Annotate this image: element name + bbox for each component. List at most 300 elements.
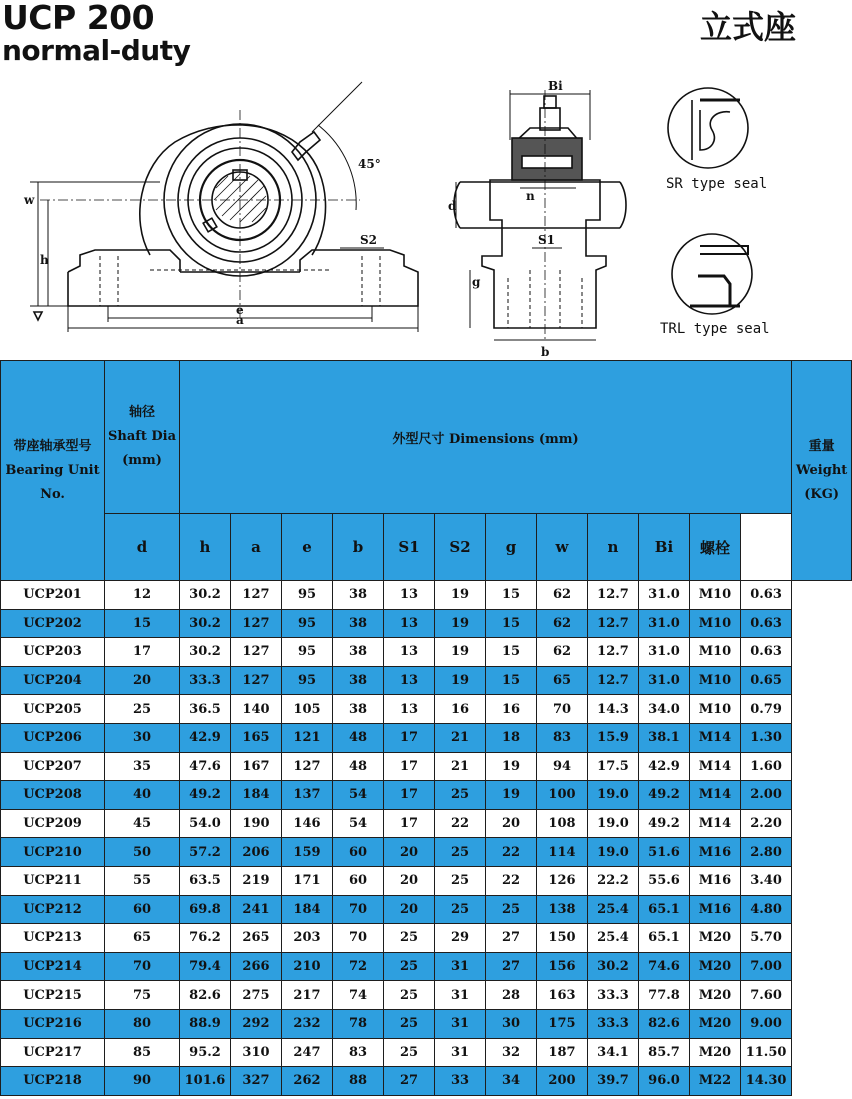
value-cell: 38 xyxy=(333,638,384,667)
value-cell: 19 xyxy=(435,666,486,695)
table-row xyxy=(1,666,852,695)
value-cell: 51.6 xyxy=(639,838,690,867)
value-cell: 127 xyxy=(231,609,282,638)
value-cell: 187 xyxy=(537,1038,588,1067)
value-cell: 262 xyxy=(282,1067,333,1096)
value-cell: 49.2 xyxy=(639,809,690,838)
value-cell: 25 xyxy=(384,1038,435,1067)
value-cell: 184 xyxy=(282,895,333,924)
value-cell: 241 xyxy=(231,895,282,924)
value-cell: M16 xyxy=(690,838,741,867)
dim-d-label: d xyxy=(448,199,457,213)
page-subtitle: normal-duty xyxy=(2,34,191,67)
value-cell: 16 xyxy=(486,695,537,724)
value-cell: 96.0 xyxy=(639,1067,690,1096)
value-cell: 121 xyxy=(282,723,333,752)
value-cell: 17 xyxy=(105,638,180,667)
value-cell: 32 xyxy=(486,1038,537,1067)
column-header: a xyxy=(231,514,282,581)
value-cell: 217 xyxy=(282,981,333,1010)
value-cell: 190 xyxy=(231,809,282,838)
value-cell: 54 xyxy=(333,809,384,838)
model-cell: UCP214 xyxy=(1,952,105,981)
value-cell: 82.6 xyxy=(180,981,231,1010)
model-cell: UCP207 xyxy=(1,752,105,781)
value-cell: 175 xyxy=(537,1009,588,1038)
value-cell: 25.4 xyxy=(588,924,639,953)
value-cell: 38.1 xyxy=(639,723,690,752)
value-cell: 35 xyxy=(105,752,180,781)
model-cell: UCP205 xyxy=(1,695,105,724)
value-cell: 30.2 xyxy=(588,952,639,981)
value-cell: 34.1 xyxy=(588,1038,639,1067)
dim-s1-label: S1 xyxy=(538,233,556,247)
seal-label-trl: TRL type seal xyxy=(660,321,770,337)
value-cell: 12.7 xyxy=(588,638,639,667)
value-cell: 69.8 xyxy=(180,895,231,924)
value-cell: 19 xyxy=(486,752,537,781)
value-cell: 20 xyxy=(486,809,537,838)
dim-n-label: n xyxy=(526,189,535,203)
value-cell: 63.5 xyxy=(180,866,231,895)
table-row xyxy=(1,1067,852,1096)
value-cell: M10 xyxy=(690,609,741,638)
value-cell: 265 xyxy=(231,924,282,953)
value-cell: 20 xyxy=(384,838,435,867)
value-cell: 15 xyxy=(486,666,537,695)
value-cell: 232 xyxy=(282,1009,333,1038)
value-cell: 25 xyxy=(486,895,537,924)
specs-table-body xyxy=(1,581,852,1096)
value-cell: 13 xyxy=(384,609,435,638)
value-cell: 266 xyxy=(231,952,282,981)
table-row xyxy=(1,838,852,867)
value-cell: 20 xyxy=(384,895,435,924)
value-cell: 31.0 xyxy=(639,638,690,667)
table-row xyxy=(1,581,852,610)
column-header-row xyxy=(1,514,852,581)
value-cell: 247 xyxy=(282,1038,333,1067)
model-cell: UCP217 xyxy=(1,1038,105,1067)
value-cell: 31.0 xyxy=(639,581,690,610)
column-header: h xyxy=(180,514,231,581)
table-row xyxy=(1,981,852,1010)
value-cell: 2.80 xyxy=(741,838,792,867)
value-cell: 47.6 xyxy=(180,752,231,781)
value-cell: 38 xyxy=(333,609,384,638)
value-cell: 34.0 xyxy=(639,695,690,724)
value-cell: 171 xyxy=(282,866,333,895)
value-cell: 292 xyxy=(231,1009,282,1038)
value-cell: 65.1 xyxy=(639,895,690,924)
value-cell: 7.00 xyxy=(741,952,792,981)
value-cell: 42.9 xyxy=(180,723,231,752)
value-cell: 74.6 xyxy=(639,952,690,981)
value-cell: 7.60 xyxy=(741,981,792,1010)
value-cell: M10 xyxy=(690,666,741,695)
value-cell: 62 xyxy=(537,638,588,667)
value-cell: 30.2 xyxy=(180,581,231,610)
value-cell: 0.79 xyxy=(741,695,792,724)
model-cell: UCP202 xyxy=(1,609,105,638)
value-cell: 16 xyxy=(435,695,486,724)
value-cell: 25 xyxy=(105,695,180,724)
value-cell: M16 xyxy=(690,866,741,895)
value-cell: 78 xyxy=(333,1009,384,1038)
value-cell: 49.2 xyxy=(180,781,231,810)
table-row xyxy=(1,781,852,810)
value-cell: 1.60 xyxy=(741,752,792,781)
value-cell: 12.7 xyxy=(588,666,639,695)
value-cell: 85.7 xyxy=(639,1038,690,1067)
value-cell: 4.80 xyxy=(741,895,792,924)
dim-s2-label: S2 xyxy=(360,233,378,247)
value-cell: 28 xyxy=(486,981,537,1010)
value-cell: 49.2 xyxy=(639,781,690,810)
model-cell: UCP218 xyxy=(1,1067,105,1096)
value-cell: 36.5 xyxy=(180,695,231,724)
value-cell: 13 xyxy=(384,695,435,724)
value-cell: 100 xyxy=(537,781,588,810)
value-cell: 17 xyxy=(384,781,435,810)
value-cell: 33 xyxy=(435,1067,486,1096)
front-view xyxy=(30,82,418,332)
header-weight: 重量 Weight (KG) xyxy=(792,361,852,581)
table-row xyxy=(1,638,852,667)
dim-w-label: w xyxy=(24,193,35,207)
value-cell: 60 xyxy=(333,838,384,867)
value-cell: 22 xyxy=(435,809,486,838)
angle-label: 45° xyxy=(358,157,381,171)
value-cell: 30 xyxy=(486,1009,537,1038)
value-cell: 167 xyxy=(231,752,282,781)
value-cell: 80 xyxy=(105,1009,180,1038)
value-cell: 165 xyxy=(231,723,282,752)
value-cell: 54.0 xyxy=(180,809,231,838)
value-cell: 70 xyxy=(333,895,384,924)
value-cell: 15 xyxy=(486,638,537,667)
value-cell: 0.65 xyxy=(741,666,792,695)
value-cell: 82.6 xyxy=(639,1009,690,1038)
value-cell: 184 xyxy=(231,781,282,810)
value-cell: 140 xyxy=(231,695,282,724)
value-cell: 1.30 xyxy=(741,723,792,752)
value-cell: 40 xyxy=(105,781,180,810)
value-cell: 95 xyxy=(282,638,333,667)
model-cell: UCP213 xyxy=(1,924,105,953)
value-cell: 25 xyxy=(384,1009,435,1038)
value-cell: 31 xyxy=(435,952,486,981)
value-cell: 13 xyxy=(384,638,435,667)
value-cell: 30.2 xyxy=(180,609,231,638)
value-cell: 219 xyxy=(231,866,282,895)
value-cell: 20 xyxy=(384,866,435,895)
value-cell: 60 xyxy=(333,866,384,895)
value-cell: 27 xyxy=(486,924,537,953)
table-row xyxy=(1,609,852,638)
column-header: b xyxy=(333,514,384,581)
value-cell: M14 xyxy=(690,781,741,810)
value-cell: M14 xyxy=(690,723,741,752)
table-row xyxy=(1,895,852,924)
value-cell: M10 xyxy=(690,638,741,667)
value-cell: 70 xyxy=(105,952,180,981)
model-cell: UCP210 xyxy=(1,838,105,867)
value-cell: M20 xyxy=(690,952,741,981)
value-cell: 127 xyxy=(231,581,282,610)
value-cell: 0.63 xyxy=(741,609,792,638)
value-cell: 83 xyxy=(333,1038,384,1067)
value-cell: 88 xyxy=(333,1067,384,1096)
specs-table xyxy=(0,360,852,1096)
value-cell: 22 xyxy=(486,866,537,895)
page-title: UCP 200 xyxy=(2,0,155,37)
value-cell: M14 xyxy=(690,809,741,838)
value-cell: 72 xyxy=(333,952,384,981)
value-cell: 50 xyxy=(105,838,180,867)
value-cell: 101.6 xyxy=(180,1067,231,1096)
value-cell: 33.3 xyxy=(180,666,231,695)
value-cell: 95 xyxy=(282,609,333,638)
value-cell: M20 xyxy=(690,924,741,953)
model-cell: UCP212 xyxy=(1,895,105,924)
value-cell: 17 xyxy=(384,752,435,781)
value-cell: 77.8 xyxy=(639,981,690,1010)
value-cell: 33.3 xyxy=(588,981,639,1010)
value-cell: 150 xyxy=(537,924,588,953)
value-cell: 22.2 xyxy=(588,866,639,895)
value-cell: 25 xyxy=(384,924,435,953)
value-cell: 95.2 xyxy=(180,1038,231,1067)
header-shaft: 轴径 Shaft Dia (mm) xyxy=(105,361,180,514)
dim-b-label: b xyxy=(541,345,550,359)
value-cell: 11.50 xyxy=(741,1038,792,1067)
value-cell: 75 xyxy=(105,981,180,1010)
value-cell: 200 xyxy=(537,1067,588,1096)
model-cell: UCP203 xyxy=(1,638,105,667)
value-cell: 138 xyxy=(537,895,588,924)
column-header: e xyxy=(282,514,333,581)
value-cell: 54 xyxy=(333,781,384,810)
value-cell: 19 xyxy=(435,638,486,667)
value-cell: 74 xyxy=(333,981,384,1010)
value-cell: 90 xyxy=(105,1067,180,1096)
value-cell: 39.7 xyxy=(588,1067,639,1096)
value-cell: 30 xyxy=(105,723,180,752)
value-cell: 9.00 xyxy=(741,1009,792,1038)
value-cell: 38 xyxy=(333,666,384,695)
value-cell: M10 xyxy=(690,695,741,724)
column-header: S1 xyxy=(384,514,435,581)
value-cell: 19 xyxy=(435,581,486,610)
value-cell: 156 xyxy=(537,952,588,981)
technical-drawing xyxy=(0,70,800,360)
value-cell: M14 xyxy=(690,752,741,781)
table-row xyxy=(1,752,852,781)
column-header: 螺栓 xyxy=(690,514,741,581)
value-cell: 31.0 xyxy=(639,609,690,638)
value-cell: 42.9 xyxy=(639,752,690,781)
value-cell: 13 xyxy=(384,666,435,695)
value-cell: 15 xyxy=(486,581,537,610)
value-cell: 15 xyxy=(486,609,537,638)
model-cell: UCP208 xyxy=(1,781,105,810)
dim-e-label: e xyxy=(236,303,244,317)
value-cell: 34 xyxy=(486,1067,537,1096)
value-cell: 206 xyxy=(231,838,282,867)
value-cell: 12 xyxy=(105,581,180,610)
value-cell: 13 xyxy=(384,581,435,610)
value-cell: 126 xyxy=(537,866,588,895)
value-cell: 31.0 xyxy=(639,666,690,695)
value-cell: 19 xyxy=(486,781,537,810)
value-cell: 5.70 xyxy=(741,924,792,953)
dim-h-label: h xyxy=(40,253,49,267)
value-cell: 137 xyxy=(282,781,333,810)
value-cell: 17 xyxy=(384,723,435,752)
column-header: g xyxy=(486,514,537,581)
value-cell: 95 xyxy=(282,666,333,695)
value-cell: 25.4 xyxy=(588,895,639,924)
value-cell: 62 xyxy=(537,581,588,610)
value-cell: 14.3 xyxy=(588,695,639,724)
value-cell: M20 xyxy=(690,1038,741,1067)
value-cell: 19.0 xyxy=(588,781,639,810)
value-cell: 25 xyxy=(384,952,435,981)
value-cell: 14.30 xyxy=(741,1067,792,1096)
value-cell: 15 xyxy=(105,609,180,638)
value-cell: 19 xyxy=(435,609,486,638)
value-cell: 19.0 xyxy=(588,809,639,838)
value-cell: M22 xyxy=(690,1067,741,1096)
model-cell: UCP216 xyxy=(1,1009,105,1038)
value-cell: 3.40 xyxy=(741,866,792,895)
value-cell: 21 xyxy=(435,752,486,781)
value-cell: 203 xyxy=(282,924,333,953)
value-cell: 31 xyxy=(435,1038,486,1067)
seal-label-sr: SR type seal xyxy=(666,176,768,192)
model-cell: UCP201 xyxy=(1,581,105,610)
value-cell: 60 xyxy=(105,895,180,924)
value-cell: 94 xyxy=(537,752,588,781)
value-cell: 88.9 xyxy=(180,1009,231,1038)
value-cell: 25 xyxy=(435,838,486,867)
value-cell: 29 xyxy=(435,924,486,953)
cn-title: 立式座 xyxy=(699,8,796,46)
value-cell: 70 xyxy=(333,924,384,953)
value-cell: M20 xyxy=(690,981,741,1010)
value-cell: 146 xyxy=(282,809,333,838)
page-header xyxy=(0,0,800,70)
column-header: d xyxy=(105,514,180,581)
value-cell: 20 xyxy=(105,666,180,695)
value-cell: 108 xyxy=(537,809,588,838)
table-row xyxy=(1,809,852,838)
value-cell: 55.6 xyxy=(639,866,690,895)
value-cell: 65 xyxy=(537,666,588,695)
value-cell: 127 xyxy=(282,752,333,781)
dim-a-label: a xyxy=(236,313,244,327)
value-cell: 159 xyxy=(282,838,333,867)
value-cell: 327 xyxy=(231,1067,282,1096)
value-cell: 38 xyxy=(333,695,384,724)
value-cell: 21 xyxy=(435,723,486,752)
value-cell: 0.63 xyxy=(741,581,792,610)
dim-g-label: g xyxy=(472,275,481,289)
value-cell: 25 xyxy=(384,981,435,1010)
value-cell: 163 xyxy=(537,981,588,1010)
value-cell: 31 xyxy=(435,981,486,1010)
value-cell: M16 xyxy=(690,895,741,924)
column-header: w xyxy=(537,514,588,581)
table-row xyxy=(1,723,852,752)
model-cell: UCP211 xyxy=(1,866,105,895)
value-cell: 105 xyxy=(282,695,333,724)
value-cell: 27 xyxy=(384,1067,435,1096)
value-cell: 127 xyxy=(231,638,282,667)
value-cell: 0.63 xyxy=(741,638,792,667)
value-cell: 79.4 xyxy=(180,952,231,981)
value-cell: 38 xyxy=(333,581,384,610)
model-cell: UCP206 xyxy=(1,723,105,752)
value-cell: 2.20 xyxy=(741,809,792,838)
value-cell: 18 xyxy=(486,723,537,752)
value-cell: 65.1 xyxy=(639,924,690,953)
value-cell: 310 xyxy=(231,1038,282,1067)
value-cell: M20 xyxy=(690,1009,741,1038)
value-cell: 65 xyxy=(105,924,180,953)
value-cell: M10 xyxy=(690,581,741,610)
header-model: 带座轴承型号 Bearing Unit No. xyxy=(1,361,105,581)
value-cell: 48 xyxy=(333,723,384,752)
column-header: S2 xyxy=(435,514,486,581)
table-row xyxy=(1,695,852,724)
side-view xyxy=(454,90,626,340)
value-cell: 85 xyxy=(105,1038,180,1067)
value-cell: 19.0 xyxy=(588,838,639,867)
value-cell: 17 xyxy=(384,809,435,838)
value-cell: 25 xyxy=(435,895,486,924)
value-cell: 95 xyxy=(282,581,333,610)
value-cell: 17.5 xyxy=(588,752,639,781)
model-cell: UCP209 xyxy=(1,809,105,838)
model-cell: UCP215 xyxy=(1,981,105,1010)
value-cell: 83 xyxy=(537,723,588,752)
table-row xyxy=(1,952,852,981)
value-cell: 31 xyxy=(435,1009,486,1038)
value-cell: 114 xyxy=(537,838,588,867)
value-cell: 27 xyxy=(486,952,537,981)
value-cell: 55 xyxy=(105,866,180,895)
value-cell: 275 xyxy=(231,981,282,1010)
table-row xyxy=(1,1038,852,1067)
value-cell: 2.00 xyxy=(741,781,792,810)
value-cell: 127 xyxy=(231,666,282,695)
column-header: Bi xyxy=(639,514,690,581)
table-row xyxy=(1,866,852,895)
header-dimensions: 外型尺寸 Dimensions (mm) xyxy=(180,361,792,514)
value-cell: 62 xyxy=(537,609,588,638)
value-cell: 210 xyxy=(282,952,333,981)
value-cell: 30.2 xyxy=(180,638,231,667)
value-cell: 12.7 xyxy=(588,581,639,610)
value-cell: 45 xyxy=(105,809,180,838)
value-cell: 48 xyxy=(333,752,384,781)
table-row xyxy=(1,924,852,953)
value-cell: 22 xyxy=(486,838,537,867)
value-cell: 57.2 xyxy=(180,838,231,867)
value-cell: 70 xyxy=(537,695,588,724)
